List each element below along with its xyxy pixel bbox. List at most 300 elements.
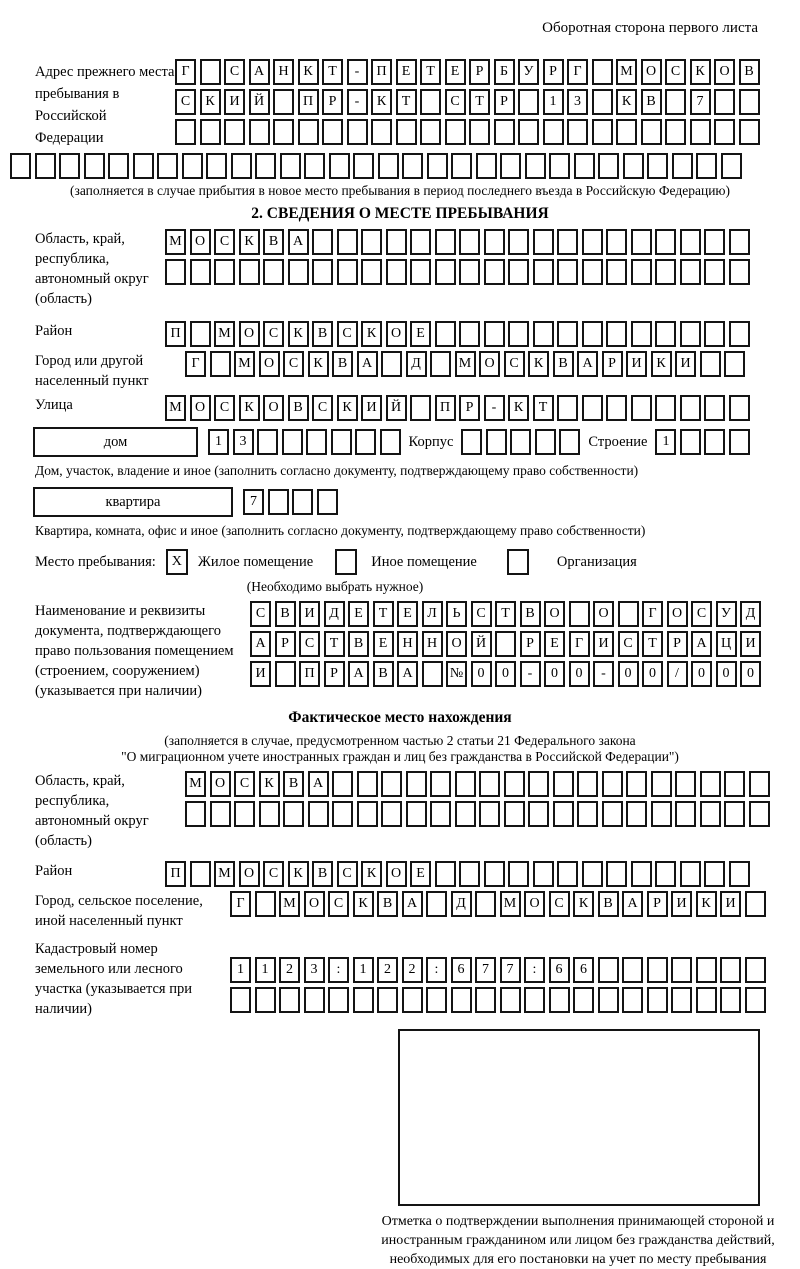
char-cell[interactable] <box>557 861 578 887</box>
char-cell[interactable]: П <box>165 861 186 887</box>
char-cell[interactable] <box>435 259 456 285</box>
char-cell[interactable] <box>671 957 692 983</box>
char-cell[interactable]: Е <box>445 59 466 85</box>
char-cell[interactable] <box>582 259 603 285</box>
char-cell[interactable]: Г <box>185 351 206 377</box>
char-cell[interactable]: К <box>573 891 594 917</box>
char-cell[interactable]: : <box>426 957 447 983</box>
char-cell[interactable]: Р <box>667 631 688 657</box>
char-cell[interactable] <box>381 351 402 377</box>
char-cell[interactable]: - <box>593 661 614 687</box>
char-cell[interactable]: Д <box>406 351 427 377</box>
char-cell[interactable] <box>353 987 374 1013</box>
char-cell[interactable]: - <box>347 59 368 85</box>
char-cell[interactable] <box>484 321 505 347</box>
char-cell[interactable]: А <box>402 891 423 917</box>
checkbox-residential[interactable]: X <box>166 549 188 575</box>
char-cell[interactable]: 0 <box>716 661 737 687</box>
char-cell[interactable] <box>268 489 289 515</box>
char-cell[interactable] <box>549 987 570 1013</box>
char-cell[interactable]: С <box>214 229 235 255</box>
char-cell[interactable]: 0 <box>569 661 590 687</box>
char-cell[interactable]: К <box>651 351 672 377</box>
char-cell[interactable]: К <box>298 59 319 85</box>
char-cell[interactable] <box>729 229 750 255</box>
char-cell[interactable] <box>720 957 741 983</box>
char-cell[interactable] <box>714 89 735 115</box>
char-cell[interactable] <box>406 801 427 827</box>
char-cell[interactable]: С <box>224 59 245 85</box>
char-cell[interactable]: О <box>714 59 735 85</box>
char-cell[interactable]: А <box>250 631 271 657</box>
char-cell[interactable]: О <box>524 891 545 917</box>
char-cell[interactable]: А <box>357 351 378 377</box>
char-cell[interactable]: С <box>263 321 284 347</box>
char-cell[interactable] <box>680 321 701 347</box>
char-cell[interactable] <box>543 119 564 145</box>
char-cell[interactable] <box>355 429 376 455</box>
char-cell[interactable]: С <box>445 89 466 115</box>
char-cell[interactable]: Е <box>544 631 565 657</box>
char-cell[interactable] <box>631 259 652 285</box>
char-cell[interactable] <box>455 771 476 797</box>
char-cell[interactable]: С <box>665 59 686 85</box>
char-cell[interactable] <box>626 771 647 797</box>
char-cell[interactable] <box>304 153 325 179</box>
char-cell[interactable] <box>292 489 313 515</box>
char-cell[interactable] <box>671 987 692 1013</box>
char-cell[interactable] <box>680 429 701 455</box>
char-cell[interactable]: 7 <box>500 957 521 983</box>
char-cell[interactable] <box>381 771 402 797</box>
char-cell[interactable]: П <box>299 661 320 687</box>
char-cell[interactable] <box>518 119 539 145</box>
char-cell[interactable]: 0 <box>691 661 712 687</box>
char-cell[interactable] <box>704 429 725 455</box>
char-cell[interactable] <box>680 259 701 285</box>
char-cell[interactable] <box>378 153 399 179</box>
char-cell[interactable]: 0 <box>495 661 516 687</box>
char-cell[interactable]: С <box>337 321 358 347</box>
char-cell[interactable]: И <box>675 351 696 377</box>
char-cell[interactable] <box>749 771 770 797</box>
char-cell[interactable] <box>745 957 766 983</box>
char-cell[interactable]: О <box>190 229 211 255</box>
char-cell[interactable] <box>655 861 676 887</box>
char-cell[interactable]: К <box>616 89 637 115</box>
char-cell[interactable] <box>647 987 668 1013</box>
char-cell[interactable]: И <box>593 631 614 657</box>
char-cell[interactable] <box>353 153 374 179</box>
char-cell[interactable]: У <box>716 601 737 627</box>
char-cell[interactable] <box>606 321 627 347</box>
char-cell[interactable] <box>430 771 451 797</box>
char-cell[interactable]: П <box>371 59 392 85</box>
char-cell[interactable] <box>288 259 309 285</box>
char-cell[interactable] <box>618 601 639 627</box>
char-cell[interactable]: В <box>283 771 304 797</box>
checkbox-other-premises[interactable] <box>335 549 357 575</box>
char-cell[interactable] <box>651 801 672 827</box>
char-cell[interactable] <box>724 351 745 377</box>
char-cell[interactable] <box>332 771 353 797</box>
char-cell[interactable] <box>553 771 574 797</box>
char-cell[interactable] <box>455 801 476 827</box>
char-cell[interactable] <box>255 987 276 1013</box>
char-cell[interactable]: Г <box>230 891 251 917</box>
char-cell[interactable]: С <box>618 631 639 657</box>
char-cell[interactable]: К <box>259 771 280 797</box>
char-cell[interactable] <box>508 259 529 285</box>
char-cell[interactable] <box>525 153 546 179</box>
char-cell[interactable] <box>259 801 280 827</box>
char-cell[interactable] <box>386 229 407 255</box>
char-cell[interactable] <box>533 861 554 887</box>
char-cell[interactable]: А <box>308 771 329 797</box>
char-cell[interactable] <box>459 229 480 255</box>
char-cell[interactable] <box>361 259 382 285</box>
char-cell[interactable]: Т <box>533 395 554 421</box>
char-cell[interactable]: 2 <box>377 957 398 983</box>
char-cell[interactable]: К <box>361 321 382 347</box>
char-cell[interactable] <box>273 89 294 115</box>
char-cell[interactable]: И <box>671 891 692 917</box>
char-cell[interactable]: С <box>299 631 320 657</box>
char-cell[interactable] <box>263 259 284 285</box>
char-cell[interactable] <box>749 801 770 827</box>
char-cell[interactable] <box>234 801 255 827</box>
char-cell[interactable] <box>631 229 652 255</box>
char-cell[interactable]: Д <box>740 601 761 627</box>
char-cell[interactable]: О <box>239 321 260 347</box>
char-cell[interactable] <box>347 119 368 145</box>
char-cell[interactable] <box>200 119 221 145</box>
char-cell[interactable]: С <box>691 601 712 627</box>
char-cell[interactable] <box>557 395 578 421</box>
char-cell[interactable]: О <box>544 601 565 627</box>
char-cell[interactable] <box>427 153 448 179</box>
char-cell[interactable] <box>435 229 456 255</box>
char-cell[interactable]: У <box>518 59 539 85</box>
char-cell[interactable] <box>10 153 31 179</box>
char-cell[interactable] <box>308 801 329 827</box>
char-cell[interactable] <box>406 771 427 797</box>
char-cell[interactable] <box>665 119 686 145</box>
char-cell[interactable]: О <box>667 601 688 627</box>
char-cell[interactable]: В <box>275 601 296 627</box>
char-cell[interactable] <box>239 259 260 285</box>
char-cell[interactable] <box>655 229 676 255</box>
char-cell[interactable] <box>337 259 358 285</box>
char-cell[interactable] <box>557 259 578 285</box>
char-cell[interactable] <box>598 987 619 1013</box>
char-cell[interactable] <box>704 321 725 347</box>
char-cell[interactable]: К <box>696 891 717 917</box>
char-cell[interactable] <box>582 861 603 887</box>
char-cell[interactable]: О <box>386 321 407 347</box>
char-cell[interactable]: Т <box>396 89 417 115</box>
char-cell[interactable]: А <box>288 229 309 255</box>
char-cell[interactable]: О <box>304 891 325 917</box>
char-cell[interactable]: Г <box>569 631 590 657</box>
char-cell[interactable] <box>420 119 441 145</box>
char-cell[interactable] <box>500 153 521 179</box>
char-cell[interactable] <box>210 801 231 827</box>
char-cell[interactable] <box>435 861 456 887</box>
char-cell[interactable] <box>35 153 56 179</box>
char-cell[interactable] <box>430 801 451 827</box>
char-cell[interactable]: С <box>328 891 349 917</box>
char-cell[interactable] <box>381 801 402 827</box>
char-cell[interactable]: 1 <box>255 957 276 983</box>
char-cell[interactable]: Р <box>324 661 345 687</box>
char-cell[interactable]: 7 <box>475 957 496 983</box>
char-cell[interactable] <box>328 987 349 1013</box>
char-cell[interactable]: С <box>283 351 304 377</box>
char-cell[interactable] <box>108 153 129 179</box>
char-cell[interactable]: П <box>165 321 186 347</box>
char-cell[interactable]: Л <box>422 601 443 627</box>
char-cell[interactable] <box>714 119 735 145</box>
char-cell[interactable] <box>504 801 525 827</box>
char-cell[interactable]: Н <box>273 59 294 85</box>
char-cell[interactable]: Н <box>397 631 418 657</box>
char-cell[interactable] <box>577 801 598 827</box>
char-cell[interactable]: К <box>200 89 221 115</box>
char-cell[interactable]: 7 <box>690 89 711 115</box>
char-cell[interactable] <box>304 987 325 1013</box>
char-cell[interactable] <box>729 395 750 421</box>
char-cell[interactable]: Е <box>410 321 431 347</box>
char-cell[interactable]: Р <box>275 631 296 657</box>
char-cell[interactable] <box>210 351 231 377</box>
char-cell[interactable] <box>582 321 603 347</box>
checkbox-organization[interactable] <box>507 549 529 575</box>
char-cell[interactable]: И <box>626 351 647 377</box>
char-cell[interactable] <box>298 119 319 145</box>
char-cell[interactable]: А <box>691 631 712 657</box>
char-cell[interactable]: В <box>520 601 541 627</box>
char-cell[interactable] <box>631 395 652 421</box>
char-cell[interactable] <box>329 153 350 179</box>
char-cell[interactable] <box>696 957 717 983</box>
char-cell[interactable] <box>361 229 382 255</box>
char-cell[interactable] <box>312 259 333 285</box>
char-cell[interactable]: К <box>371 89 392 115</box>
char-cell[interactable]: Р <box>647 891 668 917</box>
char-cell[interactable] <box>533 259 554 285</box>
char-cell[interactable]: Р <box>469 59 490 85</box>
char-cell[interactable] <box>445 119 466 145</box>
char-cell[interactable]: Ь <box>446 601 467 627</box>
char-cell[interactable]: Д <box>324 601 345 627</box>
char-cell[interactable] <box>475 891 496 917</box>
char-cell[interactable] <box>459 259 480 285</box>
char-cell[interactable] <box>574 153 595 179</box>
char-cell[interactable] <box>508 321 529 347</box>
char-cell[interactable] <box>461 429 482 455</box>
char-cell[interactable] <box>623 153 644 179</box>
char-cell[interactable]: В <box>332 351 353 377</box>
char-cell[interactable] <box>518 89 539 115</box>
char-cell[interactable] <box>606 259 627 285</box>
char-cell[interactable] <box>475 987 496 1013</box>
char-cell[interactable]: Т <box>373 601 394 627</box>
char-cell[interactable]: П <box>298 89 319 115</box>
char-cell[interactable]: В <box>348 631 369 657</box>
char-cell[interactable]: О <box>210 771 231 797</box>
char-cell[interactable] <box>700 771 721 797</box>
char-cell[interactable]: И <box>740 631 761 657</box>
char-cell[interactable]: И <box>361 395 382 421</box>
char-cell[interactable] <box>729 861 750 887</box>
char-cell[interactable]: О <box>593 601 614 627</box>
char-cell[interactable] <box>528 801 549 827</box>
char-cell[interactable]: М <box>185 771 206 797</box>
char-cell[interactable] <box>553 801 574 827</box>
char-cell[interactable] <box>185 801 206 827</box>
char-cell[interactable]: Е <box>348 601 369 627</box>
char-cell[interactable] <box>486 429 507 455</box>
char-cell[interactable]: 1 <box>230 957 251 983</box>
char-cell[interactable] <box>214 259 235 285</box>
char-cell[interactable]: Р <box>494 89 515 115</box>
char-cell[interactable]: К <box>288 861 309 887</box>
char-cell[interactable] <box>704 861 725 887</box>
char-cell[interactable] <box>190 259 211 285</box>
char-cell[interactable] <box>557 229 578 255</box>
char-cell[interactable]: В <box>312 321 333 347</box>
char-cell[interactable] <box>377 987 398 1013</box>
char-cell[interactable] <box>479 771 500 797</box>
char-cell[interactable] <box>273 119 294 145</box>
char-cell[interactable] <box>459 861 480 887</box>
char-cell[interactable]: В <box>739 59 760 85</box>
char-cell[interactable]: Й <box>471 631 492 657</box>
char-cell[interactable]: Р <box>543 59 564 85</box>
char-cell[interactable]: О <box>641 59 662 85</box>
char-cell[interactable]: - <box>347 89 368 115</box>
char-cell[interactable]: В <box>373 661 394 687</box>
char-cell[interactable] <box>410 395 431 421</box>
char-cell[interactable] <box>573 987 594 1013</box>
char-cell[interactable]: О <box>446 631 467 657</box>
char-cell[interactable] <box>631 861 652 887</box>
char-cell[interactable] <box>430 351 451 377</box>
char-cell[interactable]: К <box>308 351 329 377</box>
char-cell[interactable]: Р <box>459 395 480 421</box>
char-cell[interactable]: К <box>288 321 309 347</box>
char-cell[interactable] <box>577 771 598 797</box>
char-cell[interactable] <box>426 987 447 1013</box>
char-cell[interactable] <box>592 89 613 115</box>
char-cell[interactable]: С <box>263 861 284 887</box>
char-cell[interactable] <box>592 119 613 145</box>
char-cell[interactable] <box>704 229 725 255</box>
char-cell[interactable]: Г <box>567 59 588 85</box>
char-cell[interactable] <box>469 119 490 145</box>
char-cell[interactable] <box>680 861 701 887</box>
char-cell[interactable]: 0 <box>642 661 663 687</box>
char-cell[interactable]: М <box>279 891 300 917</box>
char-cell[interactable]: М <box>165 229 186 255</box>
char-cell[interactable] <box>606 395 627 421</box>
char-cell[interactable]: - <box>520 661 541 687</box>
char-cell[interactable]: М <box>214 861 235 887</box>
char-cell[interactable]: В <box>377 891 398 917</box>
char-cell[interactable] <box>533 229 554 255</box>
char-cell[interactable] <box>420 89 441 115</box>
char-cell[interactable]: 3 <box>233 429 254 455</box>
char-cell[interactable] <box>602 801 623 827</box>
char-cell[interactable]: Р <box>602 351 623 377</box>
char-cell[interactable] <box>724 771 745 797</box>
char-cell[interactable]: Б <box>494 59 515 85</box>
char-cell[interactable] <box>484 259 505 285</box>
char-cell[interactable] <box>700 351 721 377</box>
char-cell[interactable]: - <box>484 395 505 421</box>
char-cell[interactable]: Т <box>495 601 516 627</box>
char-cell[interactable]: В <box>598 891 619 917</box>
char-cell[interactable] <box>675 801 696 827</box>
char-cell[interactable] <box>206 153 227 179</box>
char-cell[interactable] <box>508 861 529 887</box>
char-cell[interactable]: С <box>504 351 525 377</box>
char-cell[interactable]: О <box>190 395 211 421</box>
char-cell[interactable]: Е <box>373 631 394 657</box>
char-cell[interactable]: 1 <box>208 429 229 455</box>
char-cell[interactable] <box>510 429 531 455</box>
char-cell[interactable] <box>380 429 401 455</box>
char-cell[interactable] <box>535 429 556 455</box>
char-cell[interactable] <box>567 119 588 145</box>
char-cell[interactable]: С <box>250 601 271 627</box>
char-cell[interactable]: К <box>528 351 549 377</box>
char-cell[interactable]: Е <box>396 59 417 85</box>
char-cell[interactable] <box>704 259 725 285</box>
char-cell[interactable] <box>508 229 529 255</box>
char-cell[interactable] <box>331 429 352 455</box>
char-cell[interactable] <box>255 891 276 917</box>
char-cell[interactable]: А <box>397 661 418 687</box>
char-cell[interactable] <box>557 321 578 347</box>
char-cell[interactable] <box>592 59 613 85</box>
char-cell[interactable] <box>495 631 516 657</box>
char-cell[interactable]: И <box>720 891 741 917</box>
char-cell[interactable] <box>675 771 696 797</box>
char-cell[interactable]: К <box>361 861 382 887</box>
char-cell[interactable]: Е <box>397 601 418 627</box>
char-cell[interactable]: № <box>446 661 467 687</box>
char-cell[interactable] <box>402 153 423 179</box>
apartment-type-field[interactable]: квартира <box>33 487 233 517</box>
char-cell[interactable]: М <box>214 321 235 347</box>
char-cell[interactable] <box>602 771 623 797</box>
char-cell[interactable]: К <box>353 891 374 917</box>
char-cell[interactable] <box>230 987 251 1013</box>
char-cell[interactable] <box>59 153 80 179</box>
char-cell[interactable] <box>224 119 245 145</box>
char-cell[interactable] <box>622 987 643 1013</box>
char-cell[interactable]: М <box>234 351 255 377</box>
char-cell[interactable] <box>700 801 721 827</box>
char-cell[interactable] <box>200 59 221 85</box>
char-cell[interactable] <box>396 119 417 145</box>
char-cell[interactable] <box>690 119 711 145</box>
char-cell[interactable] <box>680 395 701 421</box>
char-cell[interactable] <box>745 987 766 1013</box>
char-cell[interactable] <box>622 957 643 983</box>
